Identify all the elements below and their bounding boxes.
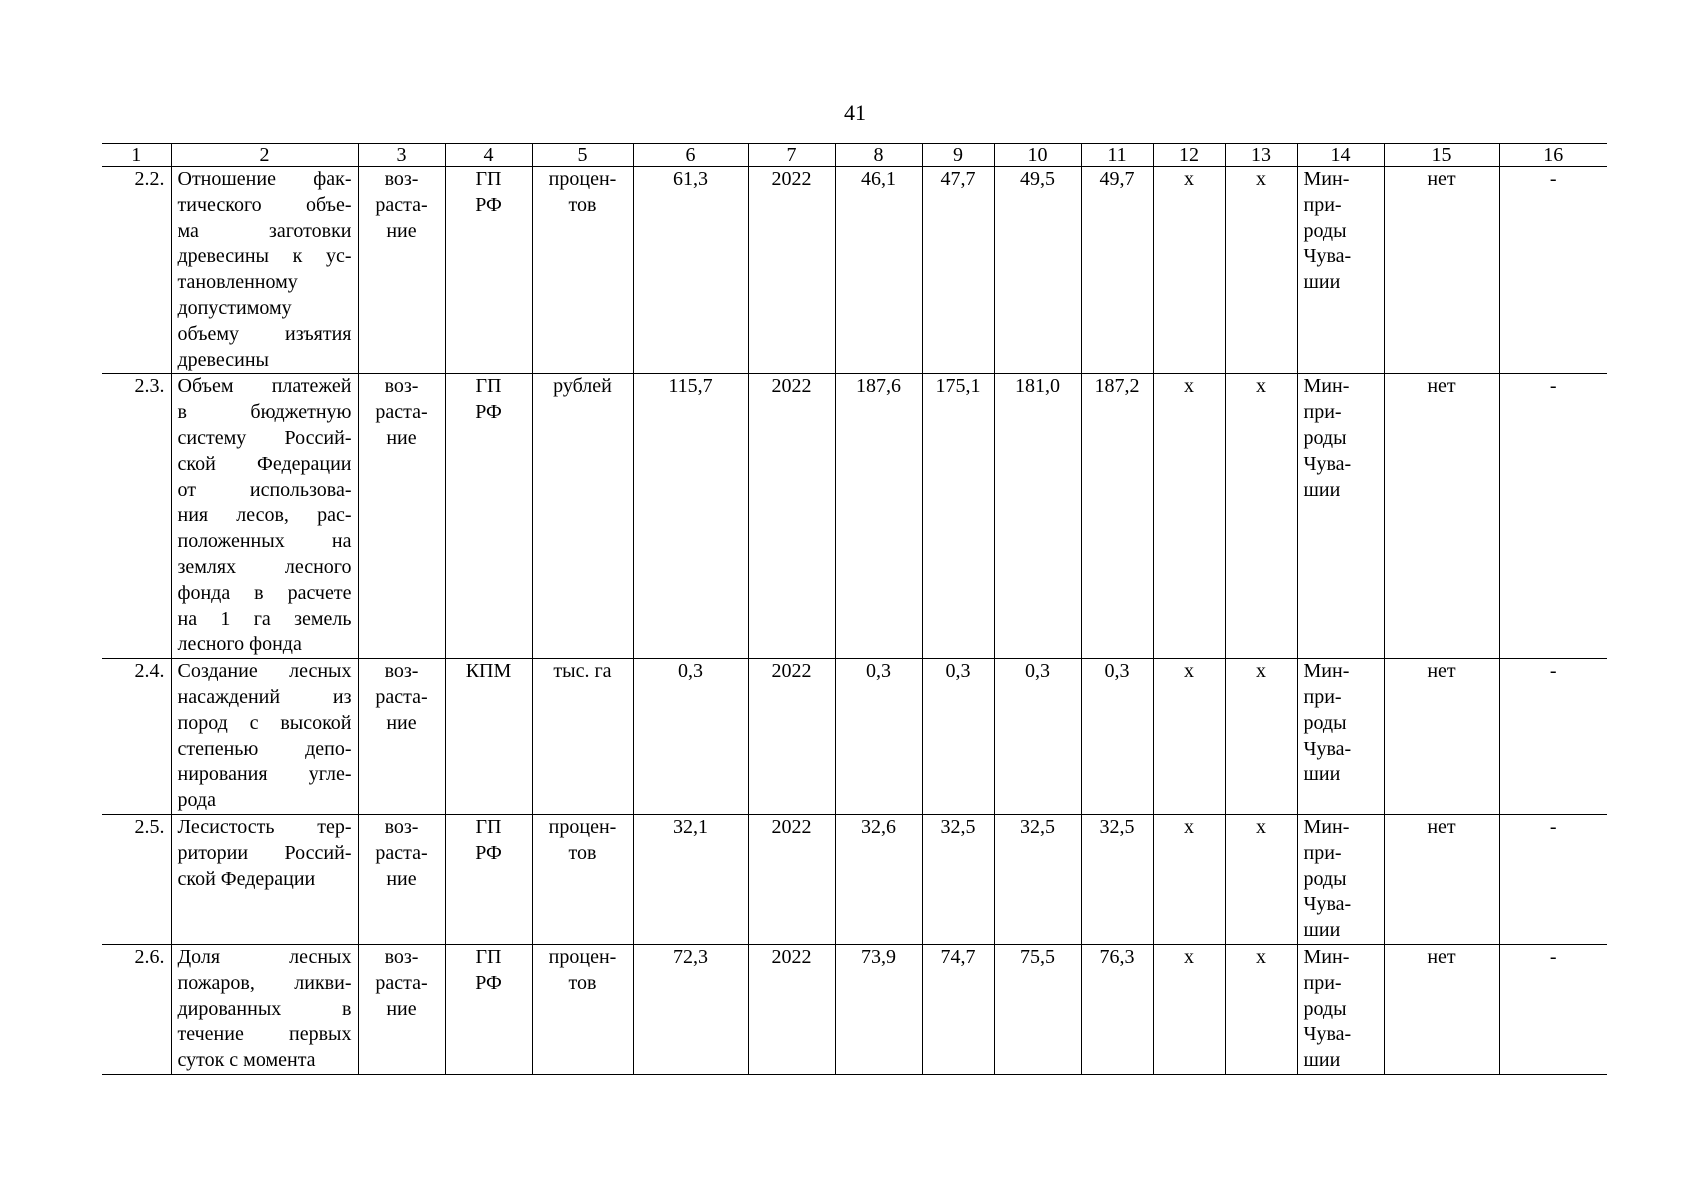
indicator-name-line: насаждений из xyxy=(177,685,352,708)
column-header-9: 9 xyxy=(922,144,994,167)
value-col-13: х xyxy=(1225,167,1297,374)
value-col-12: х xyxy=(1153,659,1225,815)
column-header-8: 8 xyxy=(835,144,922,167)
indicator-name-line: ма заготовки xyxy=(177,219,352,242)
value-col-13: х xyxy=(1225,814,1297,944)
indicator-unit-line: процен- xyxy=(548,815,617,838)
indicator-level-line: РФ xyxy=(475,401,502,424)
column-header-6: 6 xyxy=(633,144,748,167)
indicator-name-line: пожаров, ликви- xyxy=(177,971,352,994)
page-number: 41 xyxy=(844,100,866,125)
responsible-body-line: при- xyxy=(1303,193,1342,216)
table-row xyxy=(102,167,1607,374)
indicator-name-line: дированных в xyxy=(177,997,352,1020)
base-year: 2022 xyxy=(748,659,835,815)
value-col-16: - xyxy=(1499,374,1607,659)
responsible-body-line: Мин- xyxy=(1303,945,1350,968)
indicator-unit xyxy=(532,167,633,374)
responsible-body-line: при- xyxy=(1303,971,1342,994)
responsible-body-line: роды xyxy=(1303,997,1347,1020)
indicator-unit xyxy=(532,374,633,659)
value-col-8: 73,9 xyxy=(835,944,922,1074)
indicator-direction-line: ние xyxy=(386,219,417,242)
column-header-11: 11 xyxy=(1081,144,1153,167)
indicator-name-line: фонда в расчете xyxy=(177,581,352,604)
responsible-body-line: Чува- xyxy=(1303,245,1352,268)
indicator-direction xyxy=(358,944,445,1074)
value-col-9: 74,7 xyxy=(922,944,994,1074)
responsible-body-line: Чува- xyxy=(1303,737,1352,760)
indicator-number: 2.5. xyxy=(102,814,171,944)
responsible-body xyxy=(1297,659,1384,815)
indicator-level-line: ГП xyxy=(475,815,502,838)
indicator-name-line: ритории Россий- xyxy=(177,841,352,864)
indicator-level-line: РФ xyxy=(475,193,502,216)
value-col-11: 187,2 xyxy=(1081,374,1153,659)
base-year: 2022 xyxy=(748,374,835,659)
indicator-direction xyxy=(358,167,445,374)
indicator-name-line: пород с высокой xyxy=(177,711,352,734)
base-value: 32,1 xyxy=(633,814,748,944)
responsible-body xyxy=(1297,944,1384,1074)
base-value: 0,3 xyxy=(633,659,748,815)
responsible-body-line: шии xyxy=(1303,1049,1341,1072)
indicator-name-line: землях лесного xyxy=(177,555,352,578)
column-header-4: 4 xyxy=(445,144,532,167)
value-col-12: х xyxy=(1153,944,1225,1074)
indicator-name xyxy=(171,374,358,659)
indicator-level-line: КПМ xyxy=(465,660,512,683)
responsible-body-line: при- xyxy=(1303,685,1342,708)
table-body xyxy=(102,167,1607,1075)
value-col-9: 32,5 xyxy=(922,814,994,944)
column-header-14: 14 xyxy=(1297,144,1384,167)
indicator-name-line: Отношение фак- xyxy=(177,168,352,190)
indicator-name-line: Объем платежей xyxy=(177,375,352,398)
value-col-15: нет xyxy=(1384,374,1499,659)
table-row xyxy=(102,374,1607,659)
indicator-name-line: древесины к ус- xyxy=(177,245,352,268)
indicator-name-line: от использова- xyxy=(177,478,352,501)
indicator-direction xyxy=(358,814,445,944)
column-header-1: 1 xyxy=(102,144,171,167)
indicator-direction-line: воз- xyxy=(384,375,419,398)
responsible-body xyxy=(1297,814,1384,944)
responsible-body-line: при- xyxy=(1303,841,1342,864)
indicator-number: 2.6. xyxy=(102,944,171,1074)
indicator-name-line: рода xyxy=(177,789,216,812)
value-col-10: 75,5 xyxy=(994,944,1081,1074)
value-col-10: 32,5 xyxy=(994,814,1081,944)
value-col-8: 46,1 xyxy=(835,167,922,374)
indicator-name-line: степенью депо- xyxy=(177,737,352,760)
indicator-name-line: ской Федерации xyxy=(177,867,316,890)
indicator-name-line: допустимому xyxy=(177,296,292,319)
value-col-10: 0,3 xyxy=(994,659,1081,815)
indicator-direction-line: воз- xyxy=(384,815,419,838)
indicator-level-line: ГП xyxy=(475,945,502,968)
responsible-body-line: Чува- xyxy=(1303,452,1352,475)
indicator-direction-line: раста- xyxy=(375,193,428,216)
responsible-body-line: Чува- xyxy=(1303,893,1352,916)
table-row xyxy=(102,659,1607,815)
indicator-name-line: тановленному xyxy=(177,271,298,294)
indicator-unit-line: тов xyxy=(568,841,597,864)
base-value: 72,3 xyxy=(633,944,748,1074)
value-col-12: х xyxy=(1153,167,1225,374)
base-year: 2022 xyxy=(748,167,835,374)
column-header-7: 7 xyxy=(748,144,835,167)
indicator-level-line: РФ xyxy=(475,971,502,994)
value-col-12: х xyxy=(1153,814,1225,944)
indicator-level-line: РФ xyxy=(475,841,502,864)
indicator-name-line: тического объе- xyxy=(177,193,352,216)
indicator-unit xyxy=(532,814,633,944)
value-col-13: х xyxy=(1225,944,1297,1074)
responsible-body-line: Чува- xyxy=(1303,1023,1352,1046)
base-value: 115,7 xyxy=(633,374,748,659)
value-col-15: нет xyxy=(1384,167,1499,374)
indicator-unit-line: процен- xyxy=(548,168,617,190)
table-header-row xyxy=(102,144,1607,167)
indicator-direction xyxy=(358,374,445,659)
indicator-name-line: в бюджетную xyxy=(177,401,352,424)
indicator-direction-line: ние xyxy=(386,426,417,449)
value-col-16: - xyxy=(1499,167,1607,374)
indicator-name-line: объему изъятия xyxy=(177,322,352,345)
indicator-level xyxy=(445,814,532,944)
value-col-11: 76,3 xyxy=(1081,944,1153,1074)
base-year: 2022 xyxy=(748,814,835,944)
column-header-15: 15 xyxy=(1384,144,1499,167)
indicator-level xyxy=(445,167,532,374)
responsible-body-line: шии xyxy=(1303,271,1341,294)
indicator-name-line: течение первых xyxy=(177,1023,352,1046)
indicator-direction-line: ние xyxy=(386,867,417,890)
responsible-body-line: роды xyxy=(1303,711,1347,734)
indicator-number: 2.2. xyxy=(102,167,171,374)
indicator-name-line: ния лесов, рас- xyxy=(177,504,352,527)
value-col-10: 181,0 xyxy=(994,374,1081,659)
indicator-direction-line: ние xyxy=(386,997,417,1020)
indicator-level xyxy=(445,944,532,1074)
indicator-level-line: ГП xyxy=(475,168,502,190)
indicator-direction-line: воз- xyxy=(384,168,419,190)
indicator-direction-line: воз- xyxy=(384,945,419,968)
table-row xyxy=(102,814,1607,944)
indicator-direction-line: воз- xyxy=(384,660,419,683)
value-col-11: 32,5 xyxy=(1081,814,1153,944)
value-col-9: 47,7 xyxy=(922,167,994,374)
indicator-name-line: суток с момента xyxy=(177,1049,316,1072)
responsible-body-line: шии xyxy=(1303,763,1341,786)
indicator-direction xyxy=(358,659,445,815)
indicator-number: 2.3. xyxy=(102,374,171,659)
column-header-10: 10 xyxy=(994,144,1081,167)
value-col-13: х xyxy=(1225,659,1297,815)
indicator-name-line: ской Федерации xyxy=(177,452,352,475)
indicator-name-line: лесного фонда xyxy=(177,633,302,656)
indicator-unit-line: рублей xyxy=(553,375,612,398)
base-year: 2022 xyxy=(748,944,835,1074)
value-col-8: 32,6 xyxy=(835,814,922,944)
indicator-name-line: Создание лесных xyxy=(177,660,352,683)
indicators-table xyxy=(102,143,1607,1075)
value-col-8: 0,3 xyxy=(835,659,922,815)
value-col-16: - xyxy=(1499,814,1607,944)
indicator-name-line: Лесистость тер- xyxy=(177,815,352,838)
indicator-direction-line: раста- xyxy=(375,841,428,864)
indicator-direction-line: ние xyxy=(386,711,417,734)
indicator-name-line: нирования угле- xyxy=(177,763,352,786)
value-col-9: 175,1 xyxy=(922,374,994,659)
column-header-3: 3 xyxy=(358,144,445,167)
indicator-direction-line: раста- xyxy=(375,971,428,994)
indicator-number: 2.4. xyxy=(102,659,171,815)
indicator-name xyxy=(171,944,358,1074)
column-header-12: 12 xyxy=(1153,144,1225,167)
value-col-15: нет xyxy=(1384,659,1499,815)
indicator-unit-line: тов xyxy=(568,971,597,994)
value-col-15: нет xyxy=(1384,814,1499,944)
base-value: 61,3 xyxy=(633,167,748,374)
indicator-level-line: ГП xyxy=(475,375,502,398)
indicator-level xyxy=(445,659,532,815)
indicator-unit xyxy=(532,659,633,815)
value-col-11: 0,3 xyxy=(1081,659,1153,815)
responsible-body-line: роды xyxy=(1303,426,1347,449)
value-col-15: нет xyxy=(1384,944,1499,1074)
responsible-body-line: шии xyxy=(1303,919,1341,942)
value-col-12: х xyxy=(1153,374,1225,659)
value-col-9: 0,3 xyxy=(922,659,994,815)
responsible-body-line: роды xyxy=(1303,219,1347,242)
value-col-13: х xyxy=(1225,374,1297,659)
responsible-body-line: Мин- xyxy=(1303,168,1350,190)
indicator-unit-line: тов xyxy=(568,193,597,216)
indicator-name-line: Доля лесных xyxy=(177,945,352,968)
indicator-name-line: на 1 га земель xyxy=(177,607,352,630)
responsible-body-line: при- xyxy=(1303,401,1342,424)
responsible-body-line: Мин- xyxy=(1303,660,1350,683)
column-header-2: 2 xyxy=(171,144,358,167)
value-col-10: 49,5 xyxy=(994,167,1081,374)
indicator-name-line: древесины xyxy=(177,348,269,371)
indicator-unit-line: тыс. га xyxy=(553,660,612,683)
indicator-name xyxy=(171,814,358,944)
value-col-8: 187,6 xyxy=(835,374,922,659)
responsible-body-line: роды xyxy=(1303,867,1347,890)
responsible-body-line: Мин- xyxy=(1303,815,1350,838)
indicator-direction-line: раста- xyxy=(375,685,428,708)
responsible-body xyxy=(1297,374,1384,659)
responsible-body-line: шии xyxy=(1303,478,1341,501)
column-header-5: 5 xyxy=(532,144,633,167)
value-col-11: 49,7 xyxy=(1081,167,1153,374)
responsible-body xyxy=(1297,167,1384,374)
table-row xyxy=(102,944,1607,1074)
indicator-name-line: положенных на xyxy=(177,530,352,553)
indicator-name xyxy=(171,659,358,815)
indicator-unit-line: процен- xyxy=(548,945,617,968)
indicator-name xyxy=(171,167,358,374)
indicator-direction-line: раста- xyxy=(375,401,428,424)
indicator-name-line: систему Россий- xyxy=(177,426,352,449)
column-header-16: 16 xyxy=(1499,144,1607,167)
indicator-level xyxy=(445,374,532,659)
indicator-unit xyxy=(532,944,633,1074)
value-col-16: - xyxy=(1499,659,1607,815)
column-header-13: 13 xyxy=(1225,144,1297,167)
value-col-16: - xyxy=(1499,944,1607,1074)
responsible-body-line: Мин- xyxy=(1303,375,1350,398)
